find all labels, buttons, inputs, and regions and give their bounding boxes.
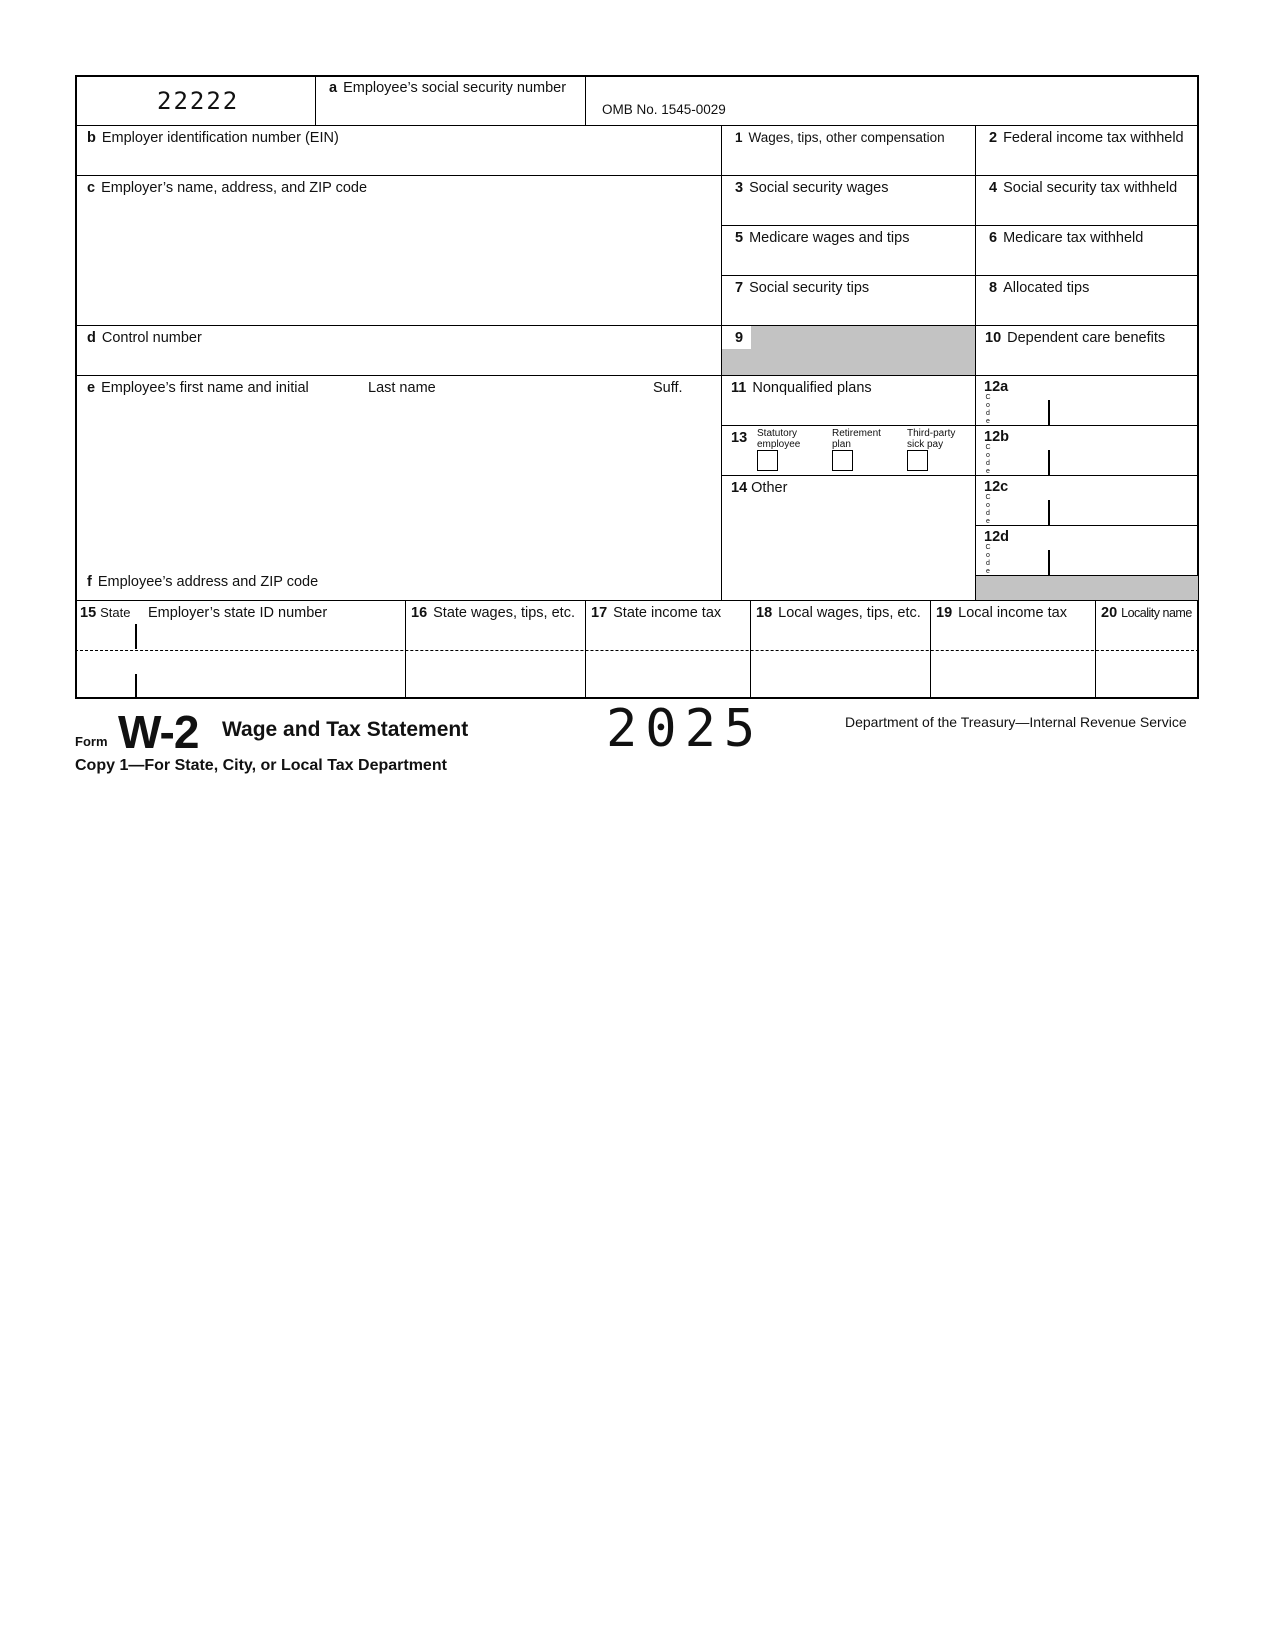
box-b-label: Employer identification number (EIN) <box>101 130 339 146</box>
box-7-ss-tips[interactable]: 7 Social security tips <box>735 280 870 296</box>
box-3-ss-wages[interactable]: 3 Social security wages <box>735 180 889 196</box>
box-a-label: Employee’s social security number <box>343 80 567 96</box>
box-4-ss-tax[interactable]: 4 Social security tax withheld <box>989 180 1178 196</box>
form-title: Wage and Tax Statement <box>222 718 469 741</box>
box-13-checkboxes: 13 Statutory employee Retirement plan Third-party sick pay <box>721 425 975 475</box>
control-code: 22222 <box>157 87 240 115</box>
code-label: C o d e <box>985 394 991 425</box>
box-10-dependent-care[interactable]: 10 Dependent care benefits <box>985 330 1166 346</box>
box-15-state[interactable]: 15 State Employer’s state ID number <box>80 605 328 621</box>
third-party-sick-pay-label: Third-party sick pay <box>907 428 956 450</box>
statutory-employee-checkbox[interactable] <box>757 450 778 471</box>
box-12-bottom-shaded-area <box>976 575 1198 600</box>
box-12d[interactable]: 12d C o d e <box>984 529 1009 575</box>
box-e-label: Employee’s first name and initial <box>101 380 309 396</box>
box-12c[interactable]: 12c C o d e <box>984 479 1009 525</box>
box-20-locality-name[interactable]: 20 Locality name <box>1101 605 1192 621</box>
state-local-row-2[interactable] <box>75 651 1199 699</box>
statutory-employee-label: Statutory employee <box>757 428 801 450</box>
box-9: 9 <box>735 330 744 346</box>
retirement-plan-label: Retirement plan <box>832 428 881 450</box>
tax-year: 2025 <box>606 699 764 759</box>
box-18-local-wages[interactable]: 18 Local wages, tips, etc. <box>756 605 921 621</box>
box-c-employer-name-address[interactable]: c Employer’s name, address, and ZIP code <box>87 180 368 196</box>
code-label: C o d e <box>985 444 991 475</box>
box-14-other[interactable]: 14 Other <box>731 480 788 496</box>
code-label: C o d e <box>985 494 991 525</box>
box-d-control-number[interactable]: d Control number <box>87 330 202 346</box>
box-d-label: Control number <box>101 330 202 346</box>
box-17-state-income-tax[interactable]: 17 State income tax <box>591 605 722 621</box>
box-c-label: Employer’s name, address, and ZIP code <box>101 180 368 196</box>
box-2-federal-tax[interactable]: 2 Federal income tax withheld <box>989 130 1184 146</box>
agency: Department of the Treasury—Internal Revenue Service <box>845 714 1187 730</box>
w2-form <box>75 75 1199 699</box>
box-6-medicare-tax[interactable]: 6 Medicare tax withheld <box>989 230 1144 246</box>
box-a-ssn[interactable]: a Employee’s social security number <box>329 80 567 96</box>
box-f-label: Employee’s address and ZIP code <box>97 574 319 590</box>
box-5-medicare-wages[interactable]: 5 Medicare wages and tips <box>735 230 910 246</box>
box-1-wages[interactable]: 1 Wages, tips, other compensation <box>735 130 945 145</box>
box-12b[interactable]: 12b C o d e <box>984 429 1009 475</box>
code-label: C o d e <box>985 544 991 575</box>
box-e-suffix-label: Suff. <box>653 380 683 396</box>
omb-number: OMB No. 1545-0029 <box>602 102 726 117</box>
box-12a[interactable]: 12a C o d e <box>984 379 1009 425</box>
retirement-plan-checkbox[interactable] <box>832 450 853 471</box>
box-b-ein[interactable]: b Employer identification number (EIN) <box>87 130 339 146</box>
box-19-local-income-tax[interactable]: 19 Local income tax <box>936 605 1067 621</box>
box-8-allocated-tips[interactable]: 8 Allocated tips <box>989 280 1090 296</box>
third-party-sick-pay-checkbox[interactable] <box>907 450 928 471</box>
form-word: Form <box>75 734 108 749</box>
form-name: W-2 <box>118 706 199 758</box>
box-e-employee-name[interactable]: e Employee’s first name and initial Last name Suff. f Employee’s address and ZIP code <box>87 380 683 590</box>
box-16-state-wages[interactable]: 16 State wages, tips, etc. <box>411 605 575 621</box>
copy-designation: Copy 1—For State, City, or Local Tax Department <box>75 757 447 774</box>
box-e-last-name-label: Last name <box>368 380 436 396</box>
box-15-employer-state-id-label: Employer’s state ID number <box>148 605 328 621</box>
box-11-nonqualified-plans[interactable]: 11 Nonqualified plans <box>731 380 872 396</box>
